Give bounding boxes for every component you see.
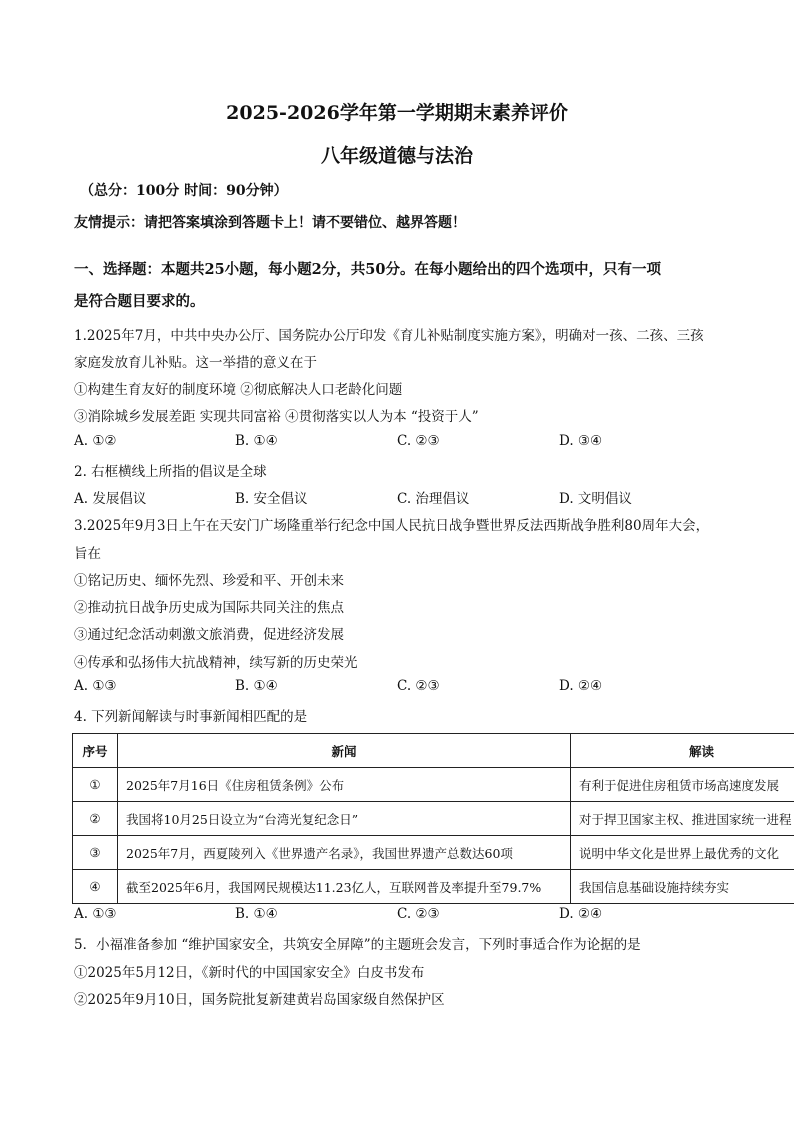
header-interpretation: 解读: [571, 734, 794, 768]
q4-option-a: A. ①③: [74, 906, 117, 922]
row-interpretation: 对于捍卫国家主权、推进国家统一进程: [571, 802, 794, 836]
row-news: 2025年7月，西夏陵列入《世界遗产名录》，我国世界遗产总数达60项: [118, 836, 571, 870]
q1-option-d: D. ③④: [559, 433, 603, 449]
q4-option-c: C. ②③: [397, 906, 440, 922]
q3-statement-4: ④传承和弘扬伟大抗战精神，续写新的历史荣光: [74, 655, 358, 671]
section-heading-line2: 是符合题目要求的。: [74, 293, 205, 310]
q3-option-d: D. ②④: [559, 678, 603, 694]
q2-option-a: A. 发展倡议: [74, 491, 147, 507]
q1-option-b: B. ①④: [235, 433, 278, 449]
q3-stem-line1: 3.2025年9月3日上午在天安门广场隆重举行纪念中国人民抗日战争暨世界反法西斯战争胜利80周年大会，: [74, 518, 710, 534]
exam-title: 2025-2026学年第一学期期末素养评价: [226, 102, 568, 124]
q5-stem: 5．小福准备参加 “维护国家安全，共筑安全屏障”的主题班会发言，下列时事适合作为论据的是: [74, 937, 641, 953]
q3-option-c: C. ②③: [397, 678, 440, 694]
q2-option-d: D. 文明倡议: [559, 491, 632, 507]
row-news: 截至2025年6月，我国网民规模达11.23亿人，互联网普及率提升至79.7%: [118, 870, 571, 904]
table-row: [73, 870, 794, 904]
q4-option-b: B. ①④: [235, 906, 278, 922]
row-interpretation: 有利于促进住房租赁市场高速度发展: [571, 768, 794, 802]
exam-subtitle: 八年级道德与法治: [320, 145, 473, 167]
row-index: ④: [73, 870, 118, 904]
row-interpretation: 我国信息基础设施持续夯实: [571, 870, 794, 904]
row-index: ③: [73, 836, 118, 870]
q4-option-d: D. ②④: [559, 906, 603, 922]
q5-statement-2: ②2025年9月10日，国务院批复新建黄岩岛国家级自然保护区: [74, 992, 445, 1008]
q1-stem-line2: 家庭发放育儿补贴。这一举措的意义在于: [74, 355, 317, 371]
q1-statement-1: ①构建生育友好的制度环境 ②彻底解决人口老龄化问题: [74, 382, 403, 398]
q2-option-b: B. 安全倡议: [235, 491, 308, 507]
row-news: 我国将10月25日设立为“台湾光复纪念日”: [118, 802, 571, 836]
header-index: 序号: [73, 734, 118, 768]
table-row: [73, 802, 794, 836]
q3-statement-3: ③通过纪念活动刺激文旅消费，促进经济发展: [74, 627, 344, 643]
q1-statement-2: ③消除城乡发展差距 实现共同富裕 ④贯彻落实以人为本 “投资于人”: [74, 409, 479, 425]
row-index: ①: [73, 768, 118, 802]
q3-option-b: B. ①④: [235, 678, 278, 694]
q2-option-c: C. 治理倡议: [397, 491, 470, 507]
table-row: [73, 768, 794, 802]
table-row: [73, 836, 794, 870]
q3-option-a: A. ①③: [74, 678, 117, 694]
header-news: 新闻: [118, 734, 571, 768]
news-table: [72, 733, 794, 904]
row-interpretation: 说明中华文化是世界上最优秀的文化: [571, 836, 794, 870]
exam-meta: （总分：100分 时间：90分钟）: [80, 183, 288, 199]
q2-stem: 2. 右框横线上所指的倡议是全球: [74, 464, 267, 480]
q3-statement-1: ①铭记历史、缅怀先烈、珍爱和平、开创未来: [74, 573, 344, 589]
q1-option-c: C. ②③: [397, 433, 440, 449]
table-header-row: [73, 734, 794, 768]
q3-statement-2: ②推动抗日战争历史成为国际共同关注的焦点: [74, 600, 344, 616]
q4-stem: 4. 下列新闻解读与时事新闻相匹配的是: [74, 709, 308, 725]
q3-stem-line2: 旨在: [74, 546, 101, 562]
exam-tip: 友情提示：请把答案填涂到答题卡上！请不要错位、越界答题！: [74, 215, 466, 231]
section-heading-line1: 一、选择题：本题共25小题，每小题2分，共50分。在每小题给出的四个选项中，只有一项: [74, 261, 661, 278]
row-index: ②: [73, 802, 118, 836]
row-news: 2025年7月16日《住房租赁条例》公布: [118, 768, 571, 802]
q1-option-a: A. ①②: [74, 433, 117, 449]
q5-statement-1: ①2025年5月12日，《新时代的中国国家安全》白皮书发布: [74, 965, 425, 981]
q1-stem-line1: 1.2025年7月，中共中央办公厅、国务院办公厅印发《育儿补贴制度实施方案》，明确对一孩、二孩、三孩: [74, 328, 704, 344]
